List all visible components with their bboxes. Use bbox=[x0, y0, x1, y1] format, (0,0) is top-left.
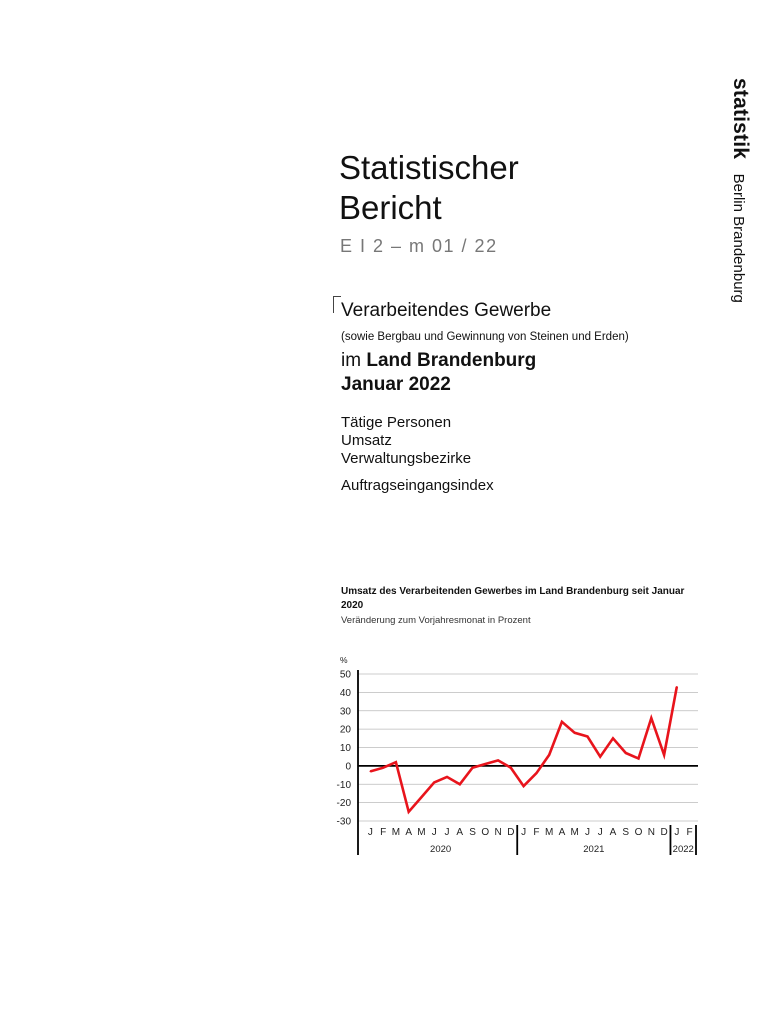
report-title bbox=[339, 148, 519, 228]
data-point bbox=[650, 717, 652, 719]
topic-item: Umsatz bbox=[341, 432, 392, 449]
data-point bbox=[587, 736, 589, 738]
x-tick-label: M bbox=[570, 827, 579, 838]
data-point bbox=[497, 759, 499, 761]
x-tick-label: J bbox=[674, 827, 680, 838]
data-point bbox=[535, 772, 537, 774]
x-tick-label: A bbox=[405, 827, 413, 838]
x-tick-label: J bbox=[521, 827, 527, 838]
y-tick-label: -10 bbox=[336, 779, 351, 791]
data-point bbox=[625, 752, 627, 754]
data-point bbox=[484, 763, 486, 765]
y-tick-label: 10 bbox=[339, 743, 351, 754]
data-point bbox=[433, 782, 435, 784]
y-tick-label: 20 bbox=[339, 724, 351, 736]
x-tick-label: F bbox=[533, 827, 540, 838]
data-point bbox=[459, 783, 461, 785]
x-tick-label: M bbox=[391, 827, 401, 838]
series-line-umsatz bbox=[370, 687, 676, 812]
y-tick-label: 0 bbox=[345, 761, 351, 773]
topic-list bbox=[341, 414, 471, 468]
x-tick-label: A bbox=[456, 827, 464, 838]
data-point bbox=[574, 732, 576, 734]
data-point bbox=[369, 770, 371, 772]
report-title-line1: Statistischer bbox=[339, 149, 519, 186]
subject-period: Januar 2022 bbox=[341, 374, 451, 395]
data-point bbox=[599, 756, 601, 758]
topic-extra: Auftragseingangsindex bbox=[341, 477, 494, 494]
data-point bbox=[446, 776, 448, 778]
brand-region: Berlin Brandenburg bbox=[730, 173, 747, 303]
year-label: 2021 bbox=[583, 844, 605, 855]
data-point bbox=[663, 754, 665, 756]
data-point bbox=[421, 796, 423, 798]
report-title-line2: Bericht bbox=[339, 189, 442, 226]
data-point bbox=[523, 785, 525, 787]
x-tick-label: J bbox=[367, 827, 373, 838]
x-tick-label: D bbox=[507, 827, 515, 838]
chart-title: Umsatz des Verarbeitenden Gewerbes im Land Brandenburg seit Januar 2020 bbox=[341, 586, 685, 611]
y-tick-label: 40 bbox=[339, 687, 351, 699]
topic-item: Verwaltungsbezirke bbox=[341, 450, 472, 467]
y-tick-label: -30 bbox=[336, 816, 351, 828]
year-label: 2022 bbox=[672, 844, 694, 855]
data-point bbox=[561, 721, 563, 723]
data-point bbox=[676, 686, 678, 688]
brand-name: statistik bbox=[729, 78, 752, 160]
x-tick-label: A bbox=[558, 827, 566, 838]
data-point bbox=[408, 811, 410, 813]
x-tick-label: O bbox=[634, 827, 643, 838]
data-point bbox=[612, 737, 614, 739]
x-tick-label: F bbox=[686, 827, 693, 838]
x-tick-label: S bbox=[469, 827, 476, 838]
region-name: Land Brandenburg bbox=[366, 350, 537, 371]
x-tick-label: N bbox=[494, 827, 502, 838]
data-point bbox=[638, 758, 640, 760]
data-point bbox=[382, 767, 384, 769]
x-tick-label: M bbox=[544, 827, 554, 838]
year-label: 2020 bbox=[430, 844, 452, 855]
subject-region bbox=[341, 349, 536, 373]
line-chart bbox=[330, 648, 710, 863]
x-tick-label: D bbox=[660, 827, 668, 838]
x-tick-label: J bbox=[431, 827, 437, 838]
x-tick-label: J bbox=[444, 827, 450, 838]
x-tick-label: A bbox=[609, 827, 617, 838]
chart-subtitle: Veränderung zum Vorjahresmonat in Prozent bbox=[341, 615, 531, 626]
x-tick-label: J bbox=[597, 827, 603, 838]
x-tick-label: O bbox=[481, 827, 490, 838]
x-tick-label: S bbox=[622, 827, 630, 838]
brand-sidebar bbox=[712, 78, 752, 318]
y-tick-label: -20 bbox=[336, 798, 351, 810]
corner-bracket-icon bbox=[333, 296, 341, 313]
data-point bbox=[472, 767, 474, 769]
data-point bbox=[548, 754, 550, 756]
region-prefix: im bbox=[341, 350, 362, 371]
x-tick-label: N bbox=[647, 827, 655, 838]
report-code: E I 2 – m 01 / 22 bbox=[340, 236, 498, 256]
y-unit-label: % bbox=[340, 655, 348, 665]
y-tick-label: 50 bbox=[339, 669, 351, 681]
topic-item: Tätige Personen bbox=[341, 414, 452, 431]
subject-title: Verarbeitendes Gewerbe bbox=[341, 300, 552, 321]
x-tick-label: F bbox=[380, 827, 387, 838]
x-tick-label: M bbox=[417, 827, 426, 838]
subject-parenthetical: (sowie Bergbau und Gewinnung von Steinen und Erden) bbox=[341, 331, 629, 343]
data-point bbox=[510, 767, 512, 769]
data-point bbox=[395, 761, 397, 763]
x-tick-label: J bbox=[584, 827, 590, 838]
y-tick-label: 30 bbox=[339, 706, 351, 718]
